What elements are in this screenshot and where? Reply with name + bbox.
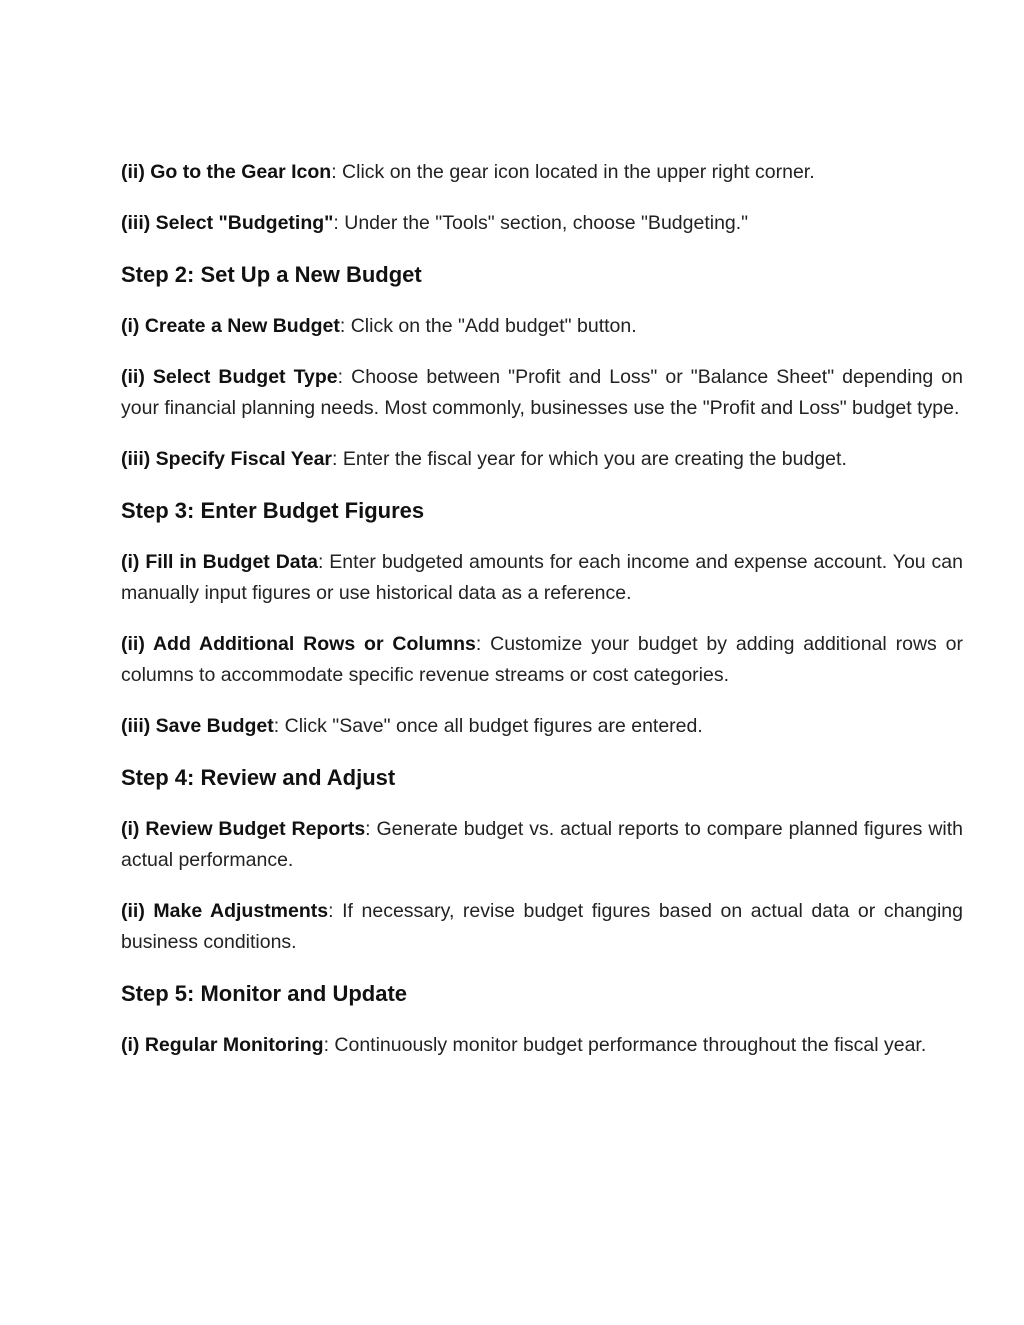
item-term: (ii) Select Budget Type [121, 366, 338, 388]
item-text: : Continuously monitor budget performance throughout the fiscal year. [323, 1034, 927, 1056]
step4-heading: Step 4: Review and Adjust [121, 765, 396, 790]
item-text: : Customize your budget by adding additional rows or columns to accommodate specific revenue streams or cost categories. [121, 633, 963, 686]
item-term: (i) Regular Monitoring [121, 1034, 324, 1056]
step2-heading: Step 2: Set Up a New Budget [121, 262, 422, 287]
item-text: : Click on the "Add budget" button. [339, 315, 637, 337]
step3-item-fill-data [121, 547, 963, 609]
item-text: : If necessary, revise budget figures based on actual data or changing business conditions. [121, 900, 963, 953]
step3-item-save-budget [121, 711, 963, 742]
item-text: : Click "Save" once all budget figures are entered. [273, 715, 703, 737]
step4-item-adjustments [121, 896, 963, 958]
item-text: : Enter the fiscal year for which you are creating the budget. [332, 448, 847, 470]
item-term: (ii) Make Adjustments [121, 900, 329, 922]
step2-item-create-budget [121, 311, 963, 342]
step1-item-gear-icon [121, 157, 963, 188]
item-text: : Generate budget vs. actual reports to compare planned figures with actual performance. [121, 818, 963, 871]
item-text: : Choose between "Profit and Loss" or "Balance Sheet" depending on your financial planning needs. Most commonly, businesses use the "Profit and Loss" budget type. [121, 366, 963, 419]
item-term: (ii) Go to the Gear Icon [121, 161, 332, 183]
item-text: : Click on the gear icon located in the upper right corner. [331, 161, 815, 183]
step3-item-add-rows [121, 629, 963, 691]
item-text: : Under the "Tools" section, choose "Budgeting." [333, 212, 749, 234]
step4-item-review-reports [121, 814, 963, 876]
step2-item-budget-type [121, 362, 963, 424]
item-term: (iii) Select "Budgeting" [121, 212, 334, 234]
step5-heading: Step 5: Monitor and Update [121, 981, 407, 1006]
step2-item-fiscal-year [121, 444, 963, 475]
item-term: (i) Create a New Budget [121, 315, 340, 337]
item-term: (i) Fill in Budget Data [121, 551, 318, 573]
item-term: (iii) Save Budget [121, 715, 274, 737]
step5-item-monitoring [121, 1030, 963, 1061]
item-term: (iii) Specify Fiscal Year [121, 448, 332, 470]
step1-item-select-budgeting [121, 208, 963, 239]
step3-heading: Step 3: Enter Budget Figures [121, 498, 425, 523]
document-body [121, 157, 963, 1081]
item-term: (ii) Add Additional Rows or Columns [121, 633, 476, 655]
item-term: (i) Review Budget Reports [121, 818, 366, 840]
item-text: : Enter budgeted amounts for each income and expense account. You can manually input figures or use historical data as a reference. [121, 551, 963, 604]
